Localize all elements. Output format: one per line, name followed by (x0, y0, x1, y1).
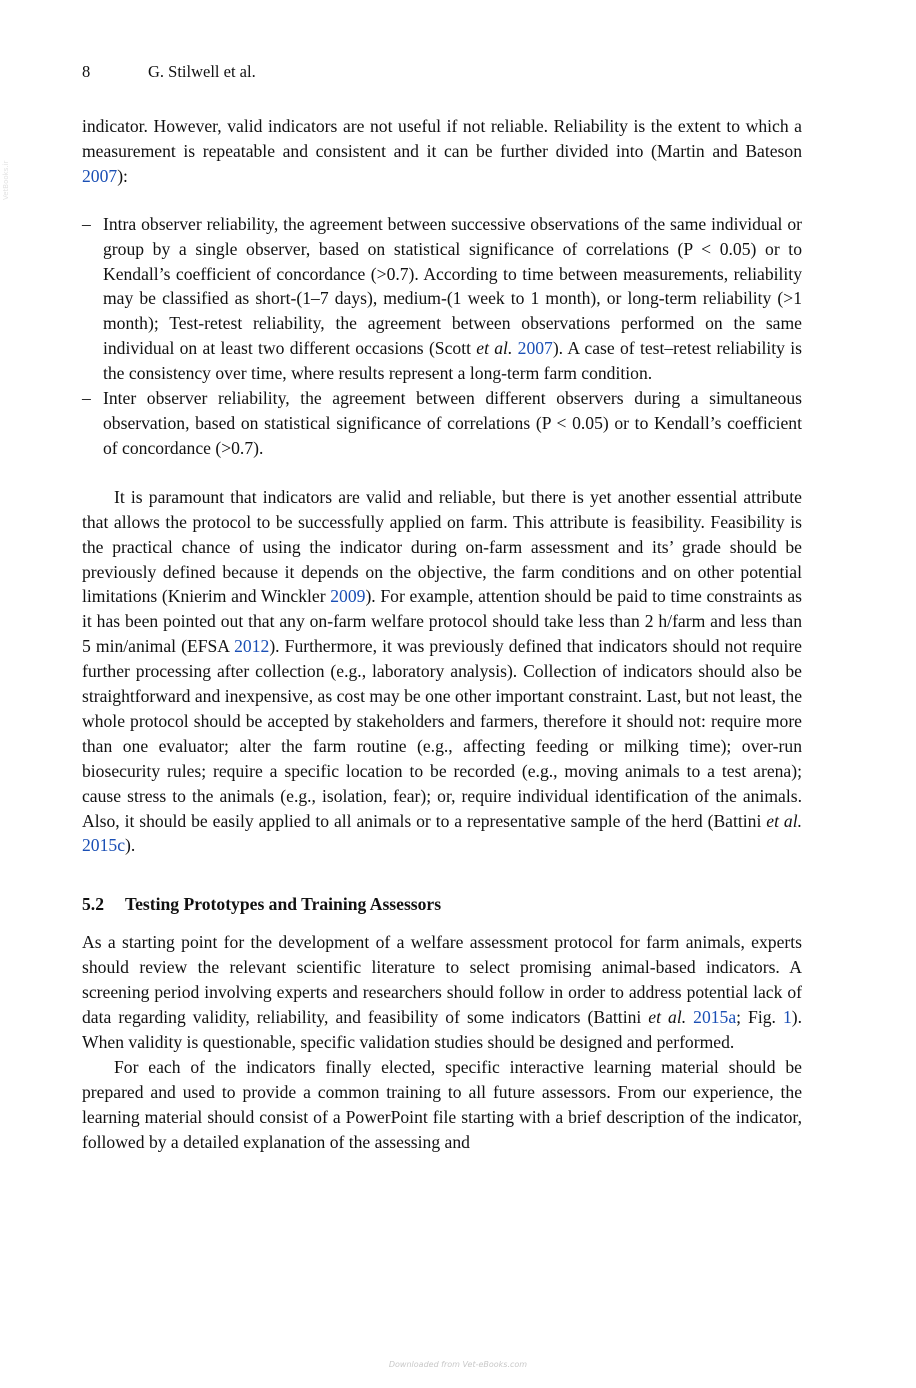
text-run: ). A case of test–retest reliability is the consistency over time, where results represent a long-term farm condition. (103, 338, 802, 384)
citation-link[interactable]: 2007 (517, 338, 553, 359)
section-heading (82, 892, 802, 916)
text-run: It is paramount that indicators are valid and reliable, but there is yet another essential attribute that allows the protocol to be successfully applied on farm. This attribute is feasibility. Feasibility is the practical chance of using the indicator during on-farm assessment and its’ grade should be previously defined because it depends on the objective, the farm conditions and on other potential limitations (Knierim and Winckler (82, 486, 802, 607)
running-header (82, 58, 802, 98)
et-al: et al. (766, 810, 802, 831)
running-head: G. Stilwell et al. (148, 62, 256, 81)
reliability-list (82, 212, 802, 461)
citation-link[interactable]: 2009 (330, 586, 366, 607)
document-page (82, 58, 802, 1155)
section-number: 5.2 (82, 894, 104, 915)
footer-watermark: Downloaded from Vet-eBooks.com (388, 1360, 528, 1369)
text-run: As a starting point for the development of a welfare assessment protocol for farm animals, experts should review the relevant scientific literature to select promising animal-based indicators. A screening period involving experts and researchers should follow in order to address potential lack of data regarding validity, reliability, and feasibility of some indicators (Battini (82, 932, 802, 1028)
paragraph-reliability (82, 114, 802, 189)
text-run: ). (125, 835, 136, 856)
et-al: et al. (476, 338, 513, 359)
citation-link[interactable]: 2012 (234, 636, 270, 657)
text-run: Intra observer reliability, the agreement between successive observations of the same individual or group by a single observer, based on statistical significance of correlations (P < 0.05) or to Kendall’s coefficient of concordance (>0.7). According to time between measurements, reliability may be classified as short-(1–7 days), medium-(1 week to 1 month), or long-term reliability (>1 month); Test-retest reliability, the agreement between observations performed on the same individual on at least two different occasions (Scott (103, 213, 802, 359)
text-run: ). Furthermore, it was previously defined that indicators should not require further processing after collection (e.g., laboratory analysis). Collection of indicators should also be straightforward and inexpensive, as cost may be one other important constraint. Last, but not least, the whole protocol should be accepted by stakeholders and farmers, therefore it should not: require more than one evaluator; alter the farm routine (e.g., affecting feeding or milking time); over-run biosecurity rules; require a specific location to be recorded (e.g., moving animals to a test arena); cause stress to the animals (e.g., isolation, fear); or, require individual identification of the animals. Also, it should be easily applied to all animals or to a representative sample of the herd (Battini (82, 636, 802, 831)
list-item-inter-observer (82, 386, 802, 461)
page-number: 8 (82, 62, 91, 81)
side-watermark: VetBooks.ir (2, 160, 10, 200)
list-item-intra-observer (82, 212, 802, 386)
et-al: et al. (648, 1007, 687, 1028)
text-run: Inter observer reliability, the agreement between different observers during a simultaneous observation, based on statistical significance of correlations (P < 0.05) or to Kendall’s coefficient of concordance (>0.7). (103, 388, 802, 458)
citation-link[interactable]: 2007 (82, 165, 118, 186)
figure-link[interactable]: 1 (782, 1007, 792, 1028)
text-run: For each of the indicators finally elected, specific interactive learning material should be prepared and used to provide a common training to all future assessors. From our experience, the learning material should consist of a PowerPoint file starting with a brief description of the indicator, followed by a detailed explanation of the assessing and (82, 1056, 802, 1152)
citation-link[interactable]: 2015c (82, 835, 125, 856)
text-run: indicator. However, valid indicators are not useful if not reliable. Reliability is the extent to which a measurement is repeatable and consistent and it can be further divided into (Martin and Bateson (82, 116, 802, 161)
text-run: ; Fig. (736, 1007, 783, 1028)
text-run: ). When validity is questionable, specific validation studies should be designed and performed. (82, 1007, 803, 1052)
section-title: Testing Prototypes and Training Assessors (125, 894, 442, 915)
paragraph-learning-material (82, 1055, 802, 1155)
text-run: ): (117, 165, 128, 186)
paragraph-feasibility (82, 485, 802, 859)
paragraph-starting-point (82, 930, 802, 1055)
text-run: ). For example, attention should be paid to time constraints as it has been pointed out that any on-farm welfare protocol should take less than 2 h/farm and less than 5 min/animal (EFSA (82, 586, 802, 657)
citation-link[interactable]: 2015a (693, 1007, 737, 1028)
